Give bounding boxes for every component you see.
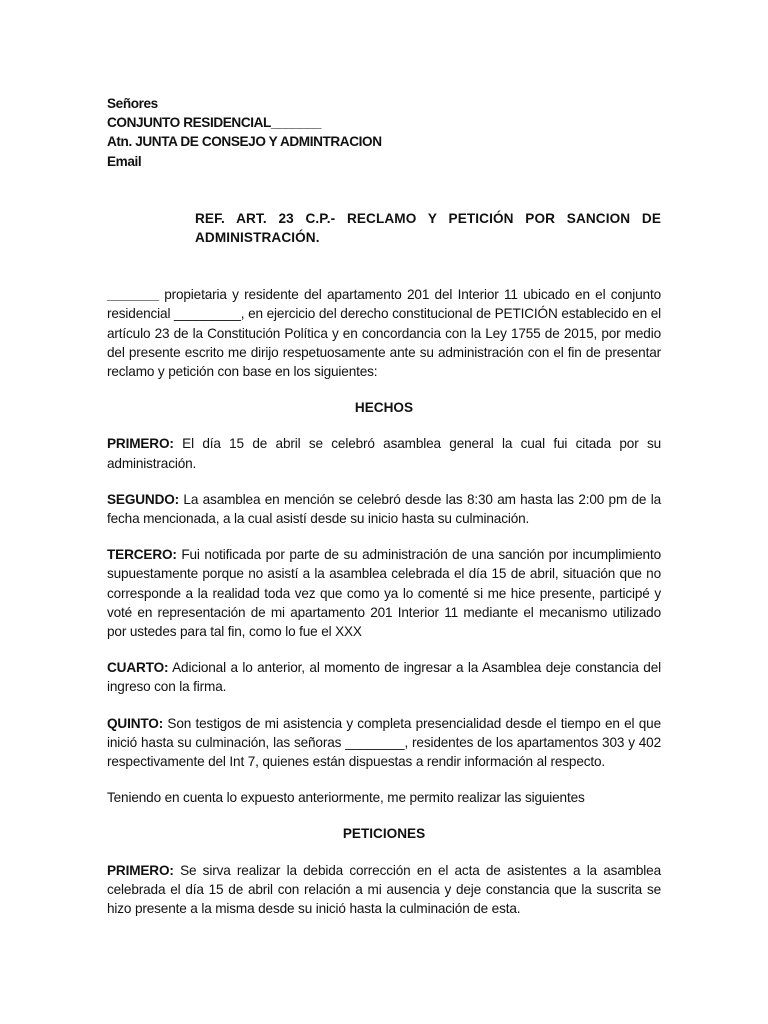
peticion-item: [107, 861, 661, 919]
hecho-label: CUARTO:: [107, 660, 169, 676]
hecho-item: [107, 714, 661, 772]
hecho-label: TERCERO:: [107, 547, 177, 563]
hecho-label: QUINTO:: [107, 715, 164, 731]
intro-text: propietaria y residente del apartamento 201 del Interior 11 ubicado en el conjunto residencial _________, en ejercicio del derecho constitucional de PETICIÓN establecido en el artículo 23 de la Constitución Política y en concordancia con la Ley 1755 de 2015, por medio del presente escrito me dirijo respetuosamente ante su administración con el fin de presentar reclamo y petición con base en los siguientes:: [107, 287, 661, 380]
addressee-block: [107, 94, 661, 171]
intro-paragraph: [107, 285, 661, 381]
hecho-label: SEGUNDO:: [107, 491, 180, 507]
hecho-item: [107, 545, 661, 641]
transition-sentence: Teniendo en cuenta lo expuesto anteriormente, me permito realizar las siguientes: [107, 790, 585, 806]
hecho-text: Fui notificada por parte de su administración de una sanción por incumplimiento supuestamente porque no asistí a la asamblea celebrada el día 15 de abril, situación que no corresponde a la realidad toda vez que como ya lo comenté si me hice presente, participé y voté en representación de mi apartamento 201 Interior 11 mediante el mecanismo utilizado por ustedes para tal fin, como lo fue el XXX: [107, 547, 661, 640]
reference-line: REF. ART. 23 C.P.- RECLAMO Y PETICIÓN POR SANCION DE ADMINISTRACIÓN.: [195, 210, 661, 246]
hecho-text: El día 15 de abril se celebró asamblea general la cual fui citada por su administración.: [107, 436, 661, 471]
hecho-label: PRIMERO:: [107, 436, 174, 452]
hecho-text: Son testigos de mi asistencia y completa presencialidad desde el tiempo en el que inició hasta su culminación, las señoras ________, residentes de los apartamentos 303 y 402 respectivamente del Int 7, quienes están dispuestas a rendir información al respecto.: [107, 715, 661, 770]
intro-name-blank: _______: [107, 287, 159, 303]
peticiones-heading: PETICIONES: [342, 826, 426, 842]
addressee-email: Email: [107, 153, 142, 169]
hecho-text: La asamblea en mención se celebró desde las 8:30 am hasta las 2:00 pm de la fecha mencionada, a la cual asistí desde su inicio hasta su culminación.: [107, 491, 661, 527]
hecho-text: Adicional a lo anterior, al momento de ingresar a la Asamblea deje constancia del ingreso con la firma.: [107, 660, 661, 695]
hecho-item: [107, 658, 661, 696]
addressee-salutation: Señores: [107, 96, 158, 111]
hechos-heading: HECHOS: [354, 400, 414, 416]
hecho-item: [107, 434, 661, 472]
addressee-organization: CONJUNTO RESIDENCIAL_______: [107, 115, 322, 131]
addressee-attention: Atn. JUNTA DE CONSEJO Y ADMINTRACION: [107, 134, 382, 150]
peticion-text: Se sirva realizar la debida corrección en el acta de asistentes a la asamblea celebrada el día 15 de abril con relación a mi ausencia y deje constancia que la suscrita se hizo presente a la misma desde su inició hasta la culminación de esta.: [107, 862, 661, 917]
peticion-label: PRIMERO:: [107, 862, 174, 878]
hecho-item: [107, 490, 661, 528]
